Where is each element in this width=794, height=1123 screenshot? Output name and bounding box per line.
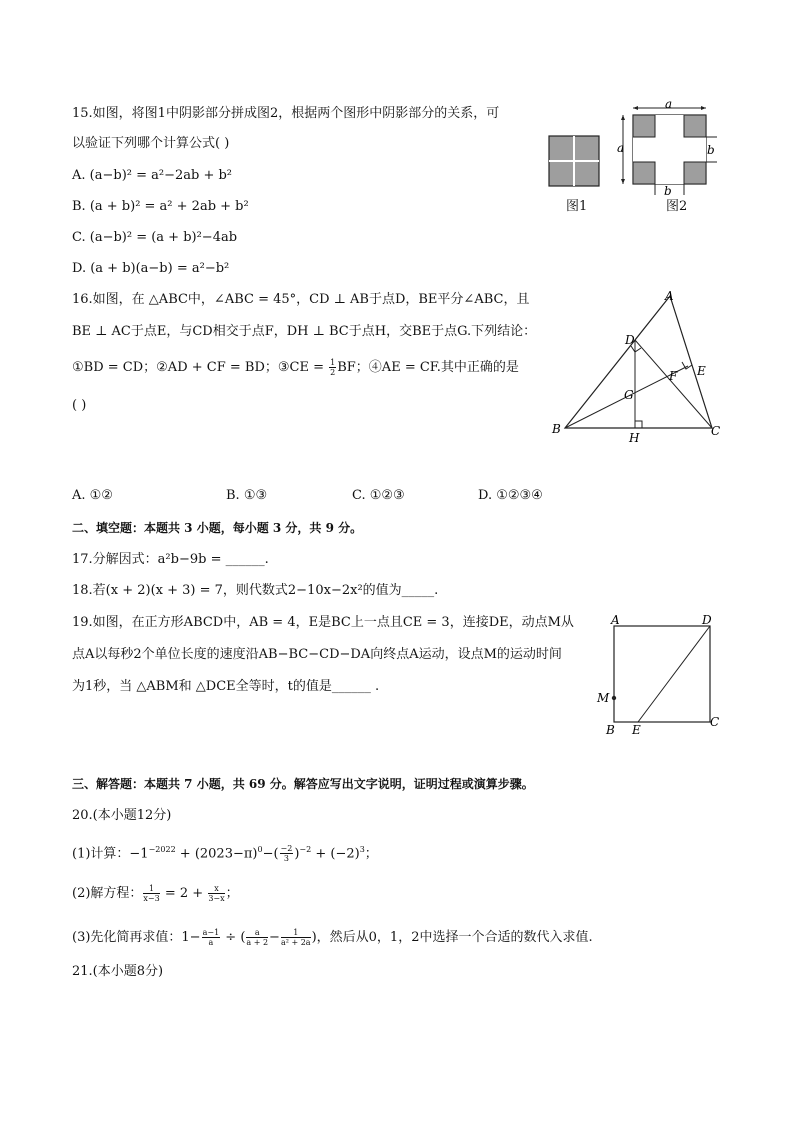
- label-D: D: [625, 333, 635, 347]
- point-M: [612, 696, 616, 700]
- q15-figure2: [613, 98, 723, 198]
- label-C: C: [710, 715, 720, 729]
- q20-fraction-a-a2: $\frac{a}{a + 2}$: [246, 928, 269, 947]
- label-B: B: [552, 422, 561, 436]
- q16-option-a: A. ①②: [72, 488, 113, 503]
- label-B: B: [606, 723, 615, 737]
- q18: 18.若(x + 2)(x + 3) = 7，则代数式2−10x−2x²的值为_____.: [72, 583, 439, 598]
- q19-stem-line2: 点A以每秒2个单位长度的速度沿AB−BC−CD−DA向终点A运动，设点M的运动时间: [72, 647, 562, 662]
- q19-stem-line1: 19.如图，在正方形ABCD中，AB = 4，E是BC上一点且CE = 3，连接DE，动点M从: [72, 615, 574, 630]
- q16-stem-line2: BE ⊥ AC于点E，与CD相交于点F，DH ⊥ BC于点H，交BE于点G.下列结论：: [72, 324, 537, 339]
- q15-figure2-caption: 图2: [666, 199, 688, 214]
- q20-fraction-x-3x: $\frac{x}{3-x}$: [208, 884, 225, 903]
- q16-stem-line3: ①BD = CD；②AD + CF = BD；③CE = $\frac{1}{2}$ BF；④AE = CF.其中正确的是: [72, 358, 519, 377]
- label-G: G: [624, 388, 634, 402]
- q19-square-figure: [592, 610, 727, 740]
- q15-stem-line2: 以验证下列哪个计算公式( ): [72, 136, 230, 151]
- q15-option-c: C. (a−b)² = (a + b)²−4ab: [72, 230, 238, 245]
- q15-figure1: [545, 132, 605, 192]
- q20-part3: (3)先化简再求值：1− $\frac{a-1}{a}$ ÷ ( $\frac{a}{a + 2}$ − $\frac{1}{\text{a² + 2a}}$ )，然后从0，1，2中选择一个合适的数代入求值.: [72, 928, 593, 947]
- q16-stem-line4: ( ): [72, 398, 87, 413]
- figure2-label-a-top: a: [665, 98, 673, 111]
- q15-stem-line1: 15.如图，将图1中阴影部分拼成图2，根据两个图形中阴影部分的关系，可: [72, 106, 500, 121]
- q15-option-a: A. (a−b)² = a²−2ab + b²: [72, 168, 233, 183]
- label-C: C: [711, 424, 721, 438]
- figure2-label-a-left: a: [617, 141, 625, 155]
- q16-option-c: C. ①②③: [352, 488, 405, 503]
- figure2-corner-tr: [684, 115, 706, 137]
- figure2-label-b-bottom: b: [664, 184, 672, 198]
- q21-title: 21.(本小题8分): [72, 964, 164, 979]
- q15-option-b: B. (a + b)² = a² + 2ab + b²: [72, 199, 249, 214]
- q20-fraction-1-a2a: $\frac{1}{\text{a² + 2a}}$: [280, 928, 311, 947]
- label-M: M: [597, 691, 610, 705]
- label-E: E: [697, 364, 706, 378]
- segment-de: [638, 626, 710, 722]
- figure2-corner-bl: [633, 162, 655, 184]
- q19-stem-line3: 为1秒，当 △ABM和 △DCE全等时，t的值是______ .: [72, 679, 380, 694]
- q20-fraction-a1-a: $\frac{a-1}{a}$: [202, 928, 220, 947]
- q16-option-b: B. ①③: [226, 488, 268, 503]
- figure2-corner-br: [684, 162, 706, 184]
- label-H: H: [629, 431, 640, 445]
- q20-part2: (2)解方程： $\frac{1}{x-3}$ = 2 + $\frac{x}{3-x}$ ；: [72, 884, 239, 903]
- section-3-heading: 三、解答题：本题共 7 小题，共 69 分。解答应写出文字说明，证明过程或演算步骤。: [72, 777, 534, 791]
- q20-part1: (1)计算：$-1^{-2022} + (2023-\pi)^0-$( $\frac{-2}{3}$ )$^{-2} + (-2)^3$；: [72, 844, 378, 864]
- figure2-corner-tl: [633, 115, 655, 137]
- figure2-label-b-right: b: [707, 143, 715, 157]
- label-F: F: [669, 369, 678, 383]
- q16-stem-line1: 16.如图，在 △ABC中，∠ABC = 45°，CD ⊥ AB于点D，BE平分∠ABC，且: [72, 292, 530, 307]
- q15-figure1-caption: 图1: [566, 199, 588, 214]
- q16-triangle-figure: [545, 286, 725, 446]
- q20-fraction-neg2-3: $\frac{-2}{3}$: [280, 844, 293, 864]
- q20-fraction-1-x3: $\frac{1}{x-3}$: [143, 884, 160, 903]
- label-A: A: [611, 613, 620, 627]
- q17: 17.分解因式：a²b−9b = ______.: [72, 552, 269, 567]
- square-abcd: [614, 626, 710, 722]
- q16-option-d: D. ①②③④: [478, 488, 543, 503]
- segment-cd: [635, 340, 712, 428]
- q15-option-d: D. (a + b)(a−b) = a²−b²: [72, 261, 230, 276]
- triangle-abc: [565, 296, 712, 428]
- label-E: E: [632, 723, 641, 737]
- section-2-heading: 二、填空题：本题共 3 小题，每小题 3 分，共 9 分。: [72, 521, 363, 535]
- label-A: A: [665, 289, 674, 303]
- label-D: D: [702, 613, 712, 627]
- q16-fraction-half: $\frac{1}{2}$: [330, 358, 336, 377]
- q20-title: 20.(本小题12分): [72, 808, 172, 823]
